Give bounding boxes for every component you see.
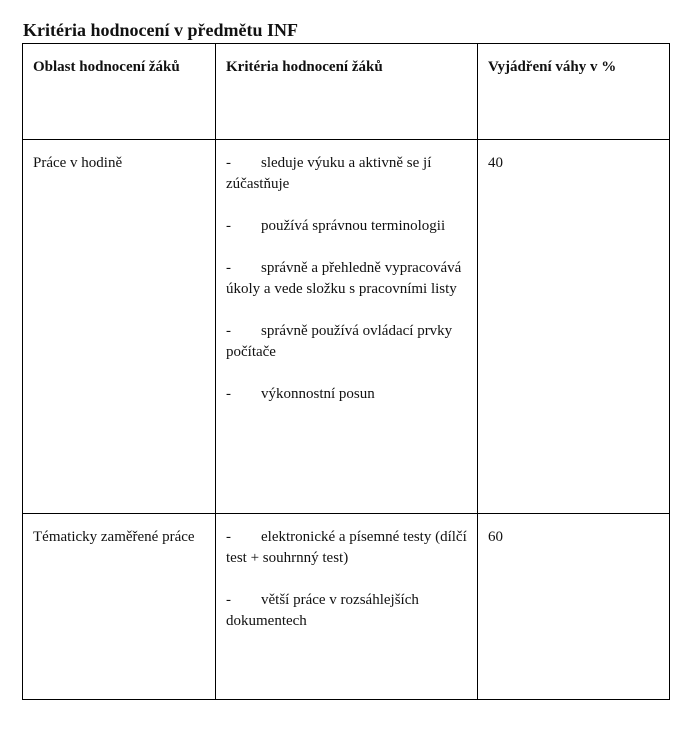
- criteria-item: [226, 258, 467, 300]
- header-criteria: Kritéria hodnocení žáků: [216, 44, 478, 140]
- criteria-text: sleduje výuku a aktivně se jí zúčastňuje: [226, 155, 432, 192]
- criteria-text: správně a přehledně vypracovává úkoly a vede složku s pracovními listy: [226, 260, 462, 297]
- table-header-row: [23, 44, 670, 140]
- criteria-item: [226, 153, 467, 195]
- weight-cell: 40: [478, 140, 670, 514]
- criteria-item: [226, 527, 467, 569]
- area-cell: Tématicky zaměřené práce: [23, 514, 216, 700]
- dash-marker: -: [226, 218, 231, 234]
- dash-marker: -: [226, 592, 231, 608]
- weight-cell: 60: [478, 514, 670, 700]
- criteria-item: [226, 384, 467, 405]
- area-cell: Práce v hodině: [23, 140, 216, 514]
- criteria-text: správně používá ovládací prvky počítače: [226, 323, 453, 360]
- criteria-text: výkonnostní posun: [261, 386, 375, 402]
- criteria-list: [226, 527, 467, 632]
- header-weight: Vyjádření váhy v %: [478, 44, 670, 140]
- header-area: Oblast hodnocení žáků: [23, 44, 216, 140]
- criteria-item: [226, 216, 467, 237]
- dash-marker: -: [226, 386, 231, 402]
- criteria-table: [22, 43, 670, 700]
- criteria-cell: [216, 514, 478, 700]
- criteria-item: [226, 590, 467, 632]
- criteria-text: větší práce v rozsáhlejších dokumentech: [226, 592, 419, 629]
- table-row: [23, 514, 670, 700]
- document-title: Kritéria hodnocení v předmětu INF: [23, 20, 298, 40]
- criteria-text: používá správnou terminologii: [261, 218, 446, 234]
- table-row: [23, 140, 670, 514]
- dash-marker: -: [226, 155, 231, 171]
- criteria-text: elektronické a písemné testy (dílčí test + souhrnný test): [226, 529, 467, 566]
- dash-marker: -: [226, 529, 231, 545]
- dash-marker: -: [226, 260, 231, 276]
- criteria-list: [226, 153, 467, 405]
- criteria-item: [226, 321, 467, 363]
- dash-marker: -: [226, 323, 231, 339]
- criteria-cell: [216, 140, 478, 514]
